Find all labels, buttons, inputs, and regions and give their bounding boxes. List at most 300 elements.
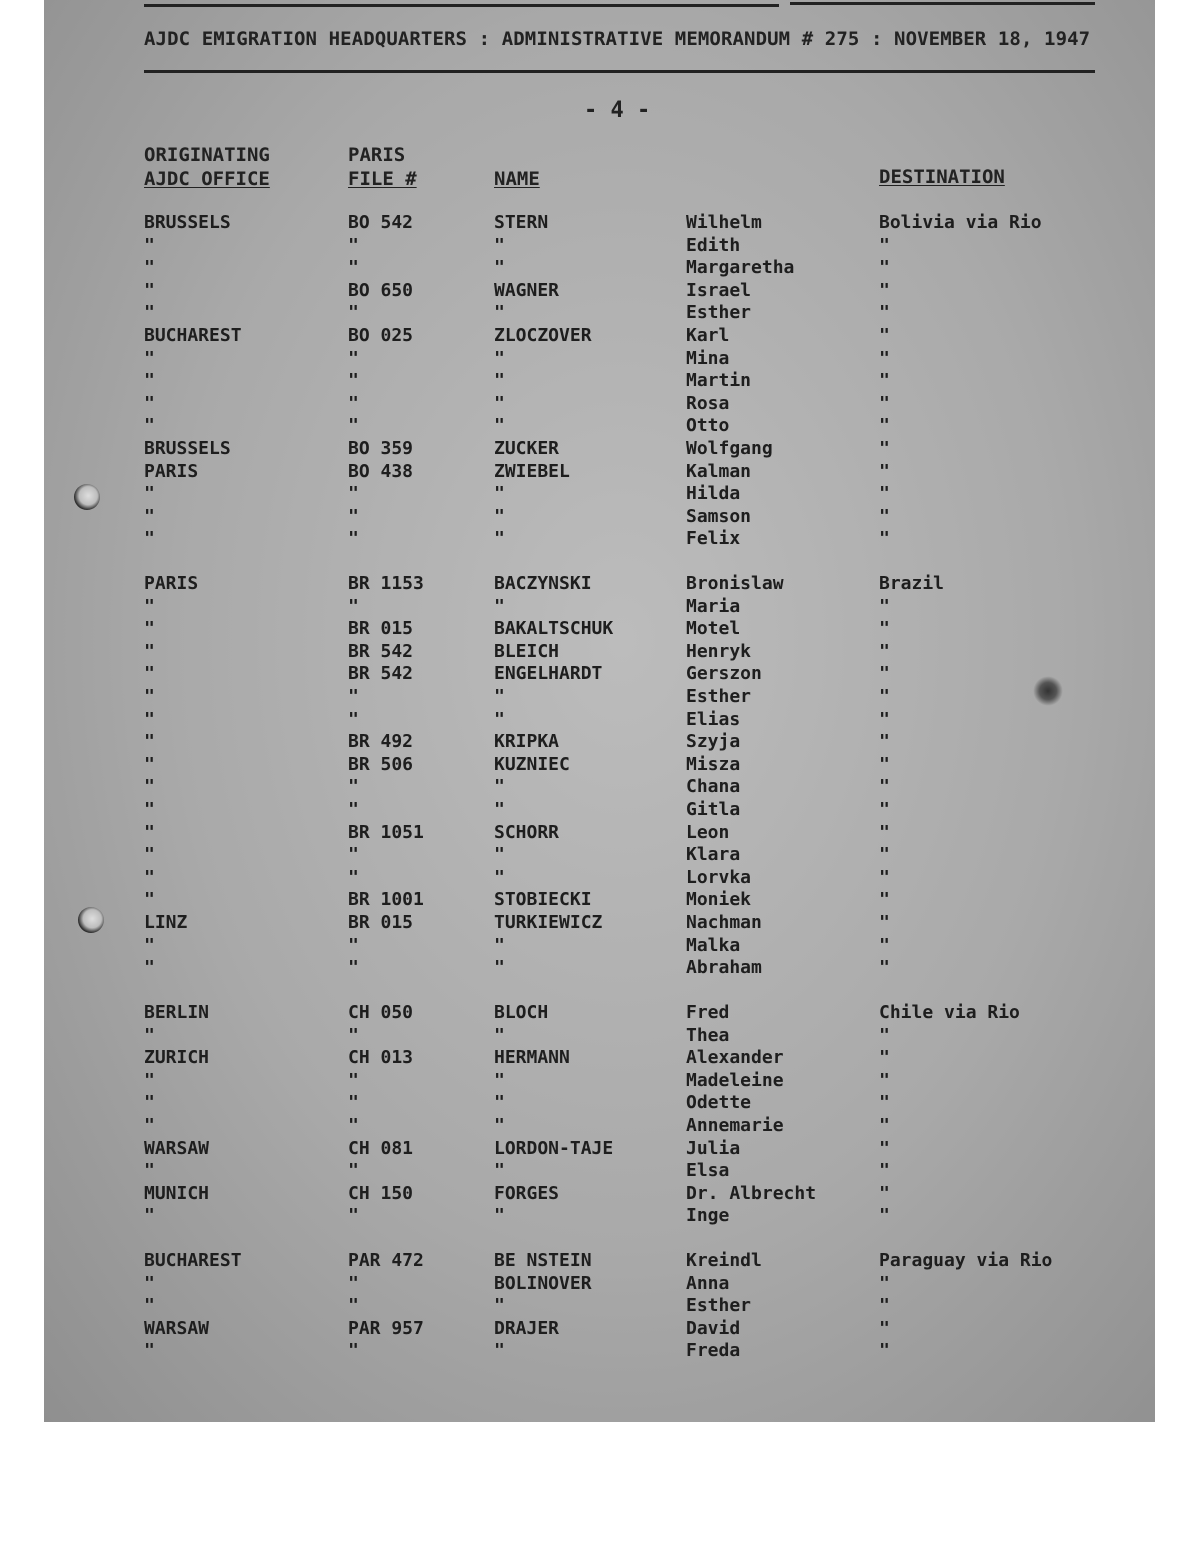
destination-cell: ": [879, 821, 890, 843]
table-row: [44, 1070, 1155, 1093]
table-row: [44, 663, 1155, 686]
emigrant-table: [44, 0, 1155, 1422]
surname-cell: BLEICH: [494, 640, 560, 662]
office-cell: PARIS: [144, 460, 199, 482]
first-name-cell: Esther: [686, 686, 752, 707]
file-number-cell: BR 542: [348, 663, 414, 685]
surname-cell: ": [494, 1340, 505, 1362]
surname-cell: ": [494, 866, 505, 888]
first-name-cell: Julia: [686, 1137, 741, 1159]
table-row: [44, 1273, 1155, 1296]
first-name-cell: Karl: [686, 325, 730, 346]
file-number-cell: ": [348, 1340, 359, 1362]
file-number-cell: CH 150: [348, 1182, 414, 1204]
destination-cell: ": [879, 257, 890, 279]
table-row: [44, 618, 1155, 641]
destination-cell: ": [879, 753, 890, 775]
first-name-cell: Wilhelm: [686, 212, 762, 233]
first-name-cell: David: [686, 1317, 741, 1339]
surname-cell: ": [494, 957, 505, 979]
table-row: [44, 1092, 1155, 1115]
destination-cell: ": [879, 415, 890, 437]
surname-cell: SCHORR: [494, 821, 560, 843]
surname-cell: ": [494, 595, 505, 617]
destination-cell: Bolivia via Rio: [879, 212, 1042, 233]
table-row: [44, 393, 1155, 416]
table-row: [44, 709, 1155, 732]
office-cell: BUCHAREST: [144, 325, 242, 346]
file-number-cell: ": [348, 686, 359, 707]
first-name-cell: Henryk: [686, 640, 752, 662]
surname-cell: BE NSTEIN: [494, 1250, 592, 1271]
table-row: [44, 1002, 1155, 1025]
col-header-office-line2: AJDC OFFICE: [144, 168, 270, 190]
destination-cell: ": [879, 1137, 890, 1159]
file-number-cell: PAR 957: [348, 1317, 424, 1339]
file-number-cell: ": [348, 1205, 359, 1227]
file-number-cell: ": [348, 347, 359, 369]
table-row: [44, 573, 1155, 596]
destination-cell: ": [879, 392, 890, 414]
surname-cell: ": [494, 1024, 505, 1046]
destination-cell: ": [879, 1092, 890, 1114]
destination-cell: ": [879, 1160, 890, 1182]
destination-cell: ": [879, 325, 890, 346]
first-name-cell: Elias: [686, 708, 741, 730]
destination-cell: ": [879, 1340, 890, 1362]
office-cell: ": [144, 731, 155, 753]
surname-cell: ZLOCZOVER: [494, 325, 592, 346]
destination-cell: ": [879, 957, 890, 979]
file-number-cell: ": [348, 708, 359, 730]
first-name-cell: Anna: [686, 1272, 730, 1294]
office-cell: ": [144, 392, 155, 414]
office-cell: ": [144, 347, 155, 369]
first-name-cell: Motel: [686, 618, 741, 640]
first-name-cell: Bronislaw: [686, 573, 784, 594]
destination-cell: ": [879, 1115, 890, 1136]
office-cell: ": [144, 934, 155, 956]
surname-cell: ": [494, 370, 505, 392]
surname-cell: ": [494, 483, 505, 505]
surname-cell: BLOCH: [494, 1002, 549, 1023]
surname-cell: KUZNIEC: [494, 753, 570, 775]
surname-cell: STOBIECKI: [494, 889, 592, 911]
destination-cell: ": [879, 370, 890, 392]
office-cell: BERLIN: [144, 1002, 210, 1023]
office-cell: ": [144, 708, 155, 730]
surname-cell: KRIPKA: [494, 731, 560, 753]
office-cell: ": [144, 1295, 155, 1317]
destination-cell: ": [879, 595, 890, 617]
destination-cell: ": [879, 234, 890, 256]
file-number-cell: CH 013: [348, 1047, 414, 1069]
destination-cell: ": [879, 279, 890, 301]
file-number-cell: BO 438: [348, 460, 414, 482]
table-row: [44, 325, 1155, 348]
office-cell: ": [144, 844, 155, 866]
table-row: [44, 461, 1155, 484]
first-name-cell: Felix: [686, 528, 741, 550]
ink-spot: [1033, 676, 1063, 706]
file-number-cell: CH 050: [348, 1002, 414, 1023]
file-number-cell: BO 359: [348, 438, 414, 459]
punch-hole-top: [74, 484, 100, 510]
table-row: [44, 1318, 1155, 1341]
office-cell: ": [144, 234, 155, 256]
table-row: [44, 257, 1155, 280]
table-row: [44, 935, 1155, 958]
first-name-cell: Elsa: [686, 1160, 730, 1182]
destination-cell: ": [879, 1024, 890, 1046]
first-name-cell: Abraham: [686, 957, 762, 979]
file-number-cell: BR 492: [348, 731, 414, 753]
surname-cell: ": [494, 844, 505, 866]
surname-cell: ": [494, 799, 505, 820]
file-number-cell: ": [348, 505, 359, 527]
file-number-cell: BO 650: [348, 279, 414, 301]
surname-cell: ": [494, 257, 505, 279]
destination-cell: Chile via Rio: [879, 1002, 1020, 1023]
first-name-cell: Esther: [686, 302, 752, 324]
office-cell: ": [144, 370, 155, 392]
table-row: [44, 302, 1155, 325]
first-name-cell: Margaretha: [686, 257, 795, 279]
table-row: [44, 1205, 1155, 1228]
table-row: [44, 844, 1155, 867]
office-cell: ": [144, 415, 155, 437]
table-row: [44, 1138, 1155, 1161]
office-cell: ": [144, 1160, 155, 1182]
surname-cell: ": [494, 415, 505, 437]
destination-cell: ": [879, 1317, 890, 1339]
surname-cell: ": [494, 392, 505, 414]
destination-cell: ": [879, 844, 890, 866]
first-name-cell: Chana: [686, 776, 741, 798]
table-row: [44, 596, 1155, 619]
office-cell: ": [144, 889, 155, 911]
col-header-name-label: NAME: [494, 168, 540, 190]
office-cell: ": [144, 528, 155, 550]
destination-cell: ": [879, 1069, 890, 1091]
destination-cell: ": [879, 776, 890, 798]
office-cell: ": [144, 302, 155, 324]
file-number-cell: ": [348, 799, 359, 820]
table-row: [44, 686, 1155, 709]
table-row: [44, 957, 1155, 980]
first-name-cell: Szyja: [686, 731, 741, 753]
file-number-cell: BR 506: [348, 753, 414, 775]
office-cell: ": [144, 640, 155, 662]
destination-cell: ": [879, 799, 890, 820]
col-header-file-line1: PARIS: [348, 144, 406, 166]
surname-cell: BOLINOVER: [494, 1272, 592, 1294]
first-name-cell: Inge: [686, 1205, 730, 1227]
surname-cell: STERN: [494, 212, 549, 233]
file-number-cell: ": [348, 1024, 359, 1046]
table-row: [44, 280, 1155, 303]
office-cell: ": [144, 505, 155, 527]
col-header-file-line2: FILE #: [348, 168, 417, 190]
surname-cell: ": [494, 1205, 505, 1227]
destination-cell: ": [879, 460, 890, 482]
table-row: [44, 235, 1155, 258]
destination-cell: ": [879, 618, 890, 640]
first-name-cell: Kalman: [686, 460, 752, 482]
surname-cell: HERMANN: [494, 1047, 570, 1069]
destination-cell: ": [879, 1272, 890, 1294]
punch-hole-bottom: [78, 907, 104, 933]
file-number-cell: ": [348, 957, 359, 979]
office-cell: WARSAW: [144, 1317, 210, 1339]
file-number-cell: ": [348, 595, 359, 617]
surname-cell: DRAJER: [494, 1317, 560, 1339]
file-number-cell: ": [348, 483, 359, 505]
table-row: [44, 528, 1155, 551]
table-row: [44, 912, 1155, 935]
file-number-cell: ": [348, 1092, 359, 1114]
office-cell: ": [144, 595, 155, 617]
surname-cell: ": [494, 347, 505, 369]
file-number-cell: ": [348, 370, 359, 392]
surname-cell: WAGNER: [494, 279, 560, 301]
table-row: [44, 1183, 1155, 1206]
office-cell: ": [144, 618, 155, 640]
first-name-cell: Annemarie: [686, 1115, 784, 1136]
first-name-cell: Dr. Albrecht: [686, 1182, 817, 1204]
file-number-cell: ": [348, 1115, 359, 1136]
file-number-cell: ": [348, 934, 359, 956]
office-cell: ": [144, 866, 155, 888]
destination-cell: Paraguay via Rio: [879, 1250, 1053, 1271]
surname-cell: ENGELHARDT: [494, 663, 603, 685]
file-number-cell: BR 015: [348, 912, 414, 933]
file-number-cell: ": [348, 1069, 359, 1091]
surname-cell: ": [494, 1295, 505, 1317]
first-name-cell: Madeleine: [686, 1069, 784, 1091]
first-name-cell: Gerszon: [686, 663, 762, 685]
surname-cell: ": [494, 1069, 505, 1091]
office-cell: ": [144, 1115, 155, 1136]
surname-cell: BACZYNSKI: [494, 573, 592, 594]
table-row: [44, 1115, 1155, 1138]
table-row: [44, 415, 1155, 438]
first-name-cell: Fred: [686, 1002, 730, 1023]
destination-cell: ": [879, 1182, 890, 1204]
destination-cell: ": [879, 483, 890, 505]
office-cell: ": [144, 663, 155, 685]
first-name-cell: Moniek: [686, 889, 752, 911]
table-row: [44, 438, 1155, 461]
surname-cell: FORGES: [494, 1182, 560, 1204]
office-cell: ": [144, 686, 155, 707]
first-name-cell: Lorvka: [686, 866, 752, 888]
surname-cell: ZUCKER: [494, 438, 560, 459]
office-cell: ": [144, 1092, 155, 1114]
table-row: [44, 348, 1155, 371]
table-row: [44, 889, 1155, 912]
table-row: [44, 1250, 1155, 1273]
office-cell: ": [144, 1272, 155, 1294]
file-number-cell: ": [348, 866, 359, 888]
destination-cell: ": [879, 1295, 890, 1317]
destination-cell: ": [879, 1205, 890, 1227]
office-cell: ": [144, 1340, 155, 1362]
office-cell: ": [144, 483, 155, 505]
first-name-cell: Israel: [686, 279, 752, 301]
surname-cell: ZWIEBEL: [494, 460, 570, 482]
surname-cell: ": [494, 302, 505, 324]
destination-cell: ": [879, 934, 890, 956]
office-cell: WARSAW: [144, 1137, 210, 1159]
destination-cell: ": [879, 912, 890, 933]
destination-cell: ": [879, 663, 890, 685]
office-cell: ": [144, 279, 155, 301]
surname-cell: ": [494, 776, 505, 798]
destination-cell: ": [879, 708, 890, 730]
file-number-cell: ": [348, 844, 359, 866]
destination-cell: ": [879, 528, 890, 550]
table-row: [44, 1025, 1155, 1048]
destination-cell: ": [879, 302, 890, 324]
office-cell: BRUSSELS: [144, 212, 231, 233]
surname-cell: ": [494, 505, 505, 527]
office-cell: ZURICH: [144, 1047, 210, 1069]
table-row: [44, 1047, 1155, 1070]
first-name-cell: Gitla: [686, 799, 741, 820]
destination-cell: ": [879, 640, 890, 662]
destination-cell: ": [879, 866, 890, 888]
page-number: - 4 -: [584, 98, 651, 123]
office-cell: PARIS: [144, 573, 199, 594]
table-row: [44, 867, 1155, 890]
first-name-cell: Leon: [686, 821, 730, 843]
file-number-cell: ": [348, 1160, 359, 1182]
col-header-destination-label: DESTINATION: [879, 166, 1005, 188]
file-number-cell: PAR 472: [348, 1250, 424, 1271]
office-cell: ": [144, 257, 155, 279]
file-number-cell: ": [348, 234, 359, 256]
col-header-office-line1: ORIGINATING: [144, 144, 270, 166]
table-row: [44, 641, 1155, 664]
destination-cell: ": [879, 1047, 890, 1069]
first-name-cell: Hilda: [686, 483, 741, 505]
first-name-cell: Kreindl: [686, 1250, 762, 1271]
table-row: [44, 776, 1155, 799]
first-name-cell: Maria: [686, 595, 741, 617]
destination-cell: ": [879, 686, 890, 707]
office-cell: ": [144, 957, 155, 979]
table-row: [44, 212, 1155, 235]
file-number-cell: BR 1001: [348, 889, 424, 911]
office-cell: BUCHAREST: [144, 1250, 242, 1271]
first-name-cell: Edith: [686, 234, 741, 256]
file-number-cell: ": [348, 776, 359, 798]
surname-cell: ": [494, 528, 505, 550]
file-number-cell: BR 542: [348, 640, 414, 662]
file-number-cell: ": [348, 1272, 359, 1294]
first-name-cell: Mina: [686, 347, 730, 369]
first-name-cell: Otto: [686, 415, 730, 437]
table-row: [44, 754, 1155, 777]
surname-cell: ": [494, 1115, 505, 1136]
office-cell: ": [144, 1069, 155, 1091]
surname-cell: ": [494, 934, 505, 956]
memo-page: [44, 0, 1155, 1422]
file-number-cell: CH 081: [348, 1137, 414, 1159]
table-row: [44, 731, 1155, 754]
surname-cell: ": [494, 234, 505, 256]
destination-cell: ": [879, 889, 890, 911]
first-name-cell: Freda: [686, 1340, 741, 1362]
destination-cell: ": [879, 438, 890, 459]
file-number-cell: BR 015: [348, 618, 414, 640]
surname-cell: TURKIEWICZ: [494, 912, 603, 933]
file-number-cell: ": [348, 1295, 359, 1317]
surname-cell: ": [494, 686, 505, 707]
office-cell: ": [144, 776, 155, 798]
first-name-cell: Odette: [686, 1092, 752, 1114]
office-cell: MUNICH: [144, 1182, 210, 1204]
office-cell: ": [144, 1205, 155, 1227]
office-cell: ": [144, 1024, 155, 1046]
file-number-cell: BR 1051: [348, 821, 424, 843]
file-number-cell: BO 542: [348, 212, 414, 233]
table-row: [44, 370, 1155, 393]
file-number-cell: ": [348, 257, 359, 279]
file-number-cell: ": [348, 392, 359, 414]
first-name-cell: Misza: [686, 753, 741, 775]
memo-header: AJDC EMIGRATION HEADQUARTERS : ADMINISTRATIVE MEMORANDUM # 275 : NOVEMBER 18, 1947: [144, 28, 1091, 50]
first-name-cell: Nachman: [686, 912, 762, 933]
table-row: [44, 799, 1155, 822]
surname-cell: LORDON-TAJE: [494, 1137, 614, 1159]
first-name-cell: Klara: [686, 844, 741, 866]
file-number-cell: ": [348, 302, 359, 324]
table-row: [44, 483, 1155, 506]
first-name-cell: Thea: [686, 1024, 730, 1046]
office-cell: LINZ: [144, 912, 188, 933]
first-name-cell: Esther: [686, 1295, 752, 1317]
surname-cell: ": [494, 1160, 505, 1182]
table-row: [44, 1340, 1155, 1363]
office-cell: ": [144, 753, 155, 775]
table-row: [44, 1160, 1155, 1183]
table-row: [44, 506, 1155, 529]
table-row: [44, 822, 1155, 845]
office-cell: BRUSSELS: [144, 438, 231, 459]
office-cell: ": [144, 799, 155, 820]
first-name-cell: Alexander: [686, 1047, 784, 1069]
file-number-cell: BO 025: [348, 325, 414, 346]
surname-cell: ": [494, 708, 505, 730]
first-name-cell: Rosa: [686, 392, 730, 414]
office-cell: ": [144, 821, 155, 843]
first-name-cell: Martin: [686, 370, 752, 392]
first-name-cell: Samson: [686, 505, 752, 527]
table-row: [44, 1295, 1155, 1318]
destination-cell: ": [879, 347, 890, 369]
surname-cell: ": [494, 1092, 505, 1114]
file-number-cell: BR 1153: [348, 573, 424, 594]
destination-cell: Brazil: [879, 573, 945, 594]
surname-cell: BAKALTSCHUK: [494, 618, 614, 640]
first-name-cell: Malka: [686, 934, 741, 956]
file-number-cell: ": [348, 528, 359, 550]
destination-cell: ": [879, 731, 890, 753]
file-number-cell: ": [348, 415, 359, 437]
destination-cell: ": [879, 505, 890, 527]
